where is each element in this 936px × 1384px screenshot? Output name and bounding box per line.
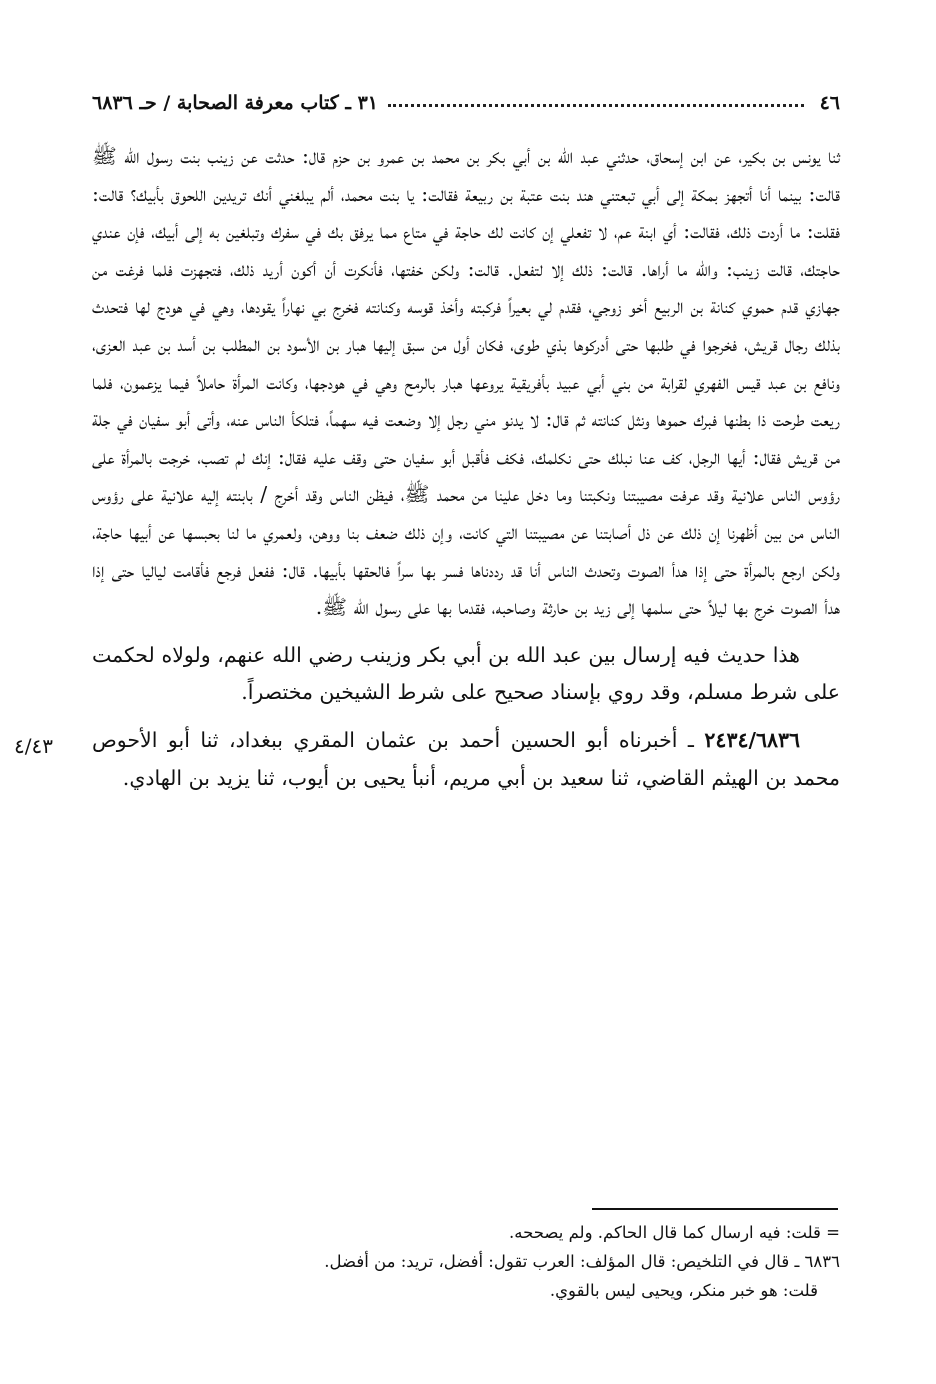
page-header: [92, 80, 840, 114]
margin-volume-page-reference: ٤/٤٣: [14, 734, 53, 758]
footnote-continuation: = قلت: فيه ارسال كما قال الحاكم. ولم يصححه.: [509, 1223, 840, 1242]
page-number: ٤٦: [819, 92, 840, 114]
hadith-narration-paragraph: ثنا يونس بن بكير، عن ابن إسحاق، حدثني عبد الله بن أبي بكر بن محمد بن عمرو بن حزم قال: حدثت عن زينب بنت رسول الله ﷺ قالت: بينما أنا أتجهز بمكة إلى أبي تبعتني هند بنت عتبة بن ربيعة فقالت: يا بنت محمد، ألم يبلغني أنك تريدين اللحوق بأبيك؟ قالت: فقلت: ما أردت ذلك، فقالت: أي ابنة عم، لا تفعلي إن كانت لك حاجة في متاع مما يرفق بك في سفرك وتبلغين به إلى أبيك، فإن عندي حاجتك، قالت زينب: والله ما أراها. قالت: ذلك إلا لتفعل. قالت: ولكن خفتها، فأنكرت أن أكون أريد ذلك، فتجهزت فلما فرغت من جهازي قدم حموي كنانة بن الربيع أخو زوجي، فقدم لي بعيراً فركبته وأخذ قوسه وكنانته فخرج بي نهاراً يقودها، وهي في هودج لها فتحدث بذلك رجال قريش، فخرجوا في طلبها حتى أدركوها بذي طوى، فكان أول من سبق إليها هبار بن الأسود بن المطلب بن أسد بن عبد العزى، ونافع بن عبد قيس الفهري لقرابة من بني أبي عبيد بأفريقية يروعها هبار بالرمح وهي في هودجها، وكانت المرأة حاملاً فيما يزعمون، فلما ريعت طرحت ذا بطنها فبرك حموها ونثل كنانته ثم قال: لا يدنو مني رجل إلا وضعت فيه سهماً، فتلكأ الناس عنه، وأتى أبو سفيان في جلة من قريش فقال: أيها الرجل، كف عنا نبلك حتى نكلمك، فكف فأقبل أبو سفيان حتى وقف عليه فقال: إنك لم تصب، خرجت بالمرأة على رؤوس الناس علانية وقد عرفت مصيبتنا ونكبتنا وما دخل علينا من محمد ﷺ، فيظن الناس وقد أخرج / بابنته إليه علانية على رؤوس الناس من بين أظهرنا إن ذلك عن ذل أصابتنا عن مصيبتنا التي كانت، وإن ذلك ضعف بنا ووهن، ولعمري ما لنا بحبسها عن أبيها حاجة، ولكن ارجع بالمرأة حتى إذا هدأ الصوت وتحدث الناس أنا قد رددناها فسر بها سراً فالحقها بأبيها. قال: ففعل فرجع فأقامت لياليا حتى إذا هدأ الصوت خرج بها ليلاً حتى سلمها إلى زيد بن حارثة وصاحبه، فقدما بها على رسول الله ﷺ.: [92, 144, 840, 620]
hadith-number: ٢٤٣٤/٦٨٣٦: [704, 727, 800, 752]
footnote-6836: ٦٨٣٦ ـ قال في التلخيص: قال المؤلف: العرب تقول: أفضل، تريد: من أفضل.: [324, 1252, 840, 1271]
main-text: [92, 138, 840, 797]
grading-comment-paragraph: هذا حديث فيه إرسال بين عبد الله بن أبي بكر وزينب رضي الله عنهم، ولولاه لحكمت على شرط مسلم، وقد روي بإسناد صحيح على شرط الشيخين مختصراً.: [92, 642, 840, 705]
running-title: ٣١ ـ كتاب معرفة الصحابة / حـ ٦٨٣٦: [92, 92, 378, 114]
hadith-chain-paragraph: [92, 722, 840, 797]
footnote-divider: [592, 1208, 838, 1210]
footnote-comment: قلت: هو خبر منكر، ويحيى ليس بالقوي.: [549, 1281, 818, 1300]
footnotes-section: [92, 1218, 840, 1305]
header-dotted-leader: [388, 104, 804, 107]
hadith-chain-text: ـ أخبرناه أبو الحسين أحمد بن عثمان المقري ببغداد، ثنا أبو الأحوص محمد بن الهيثم القاضي، ثنا سعيد بن أبي مريم، أنبأ يحيى بن أيوب، ثنا يزيد بن الهادي.: [92, 727, 840, 790]
